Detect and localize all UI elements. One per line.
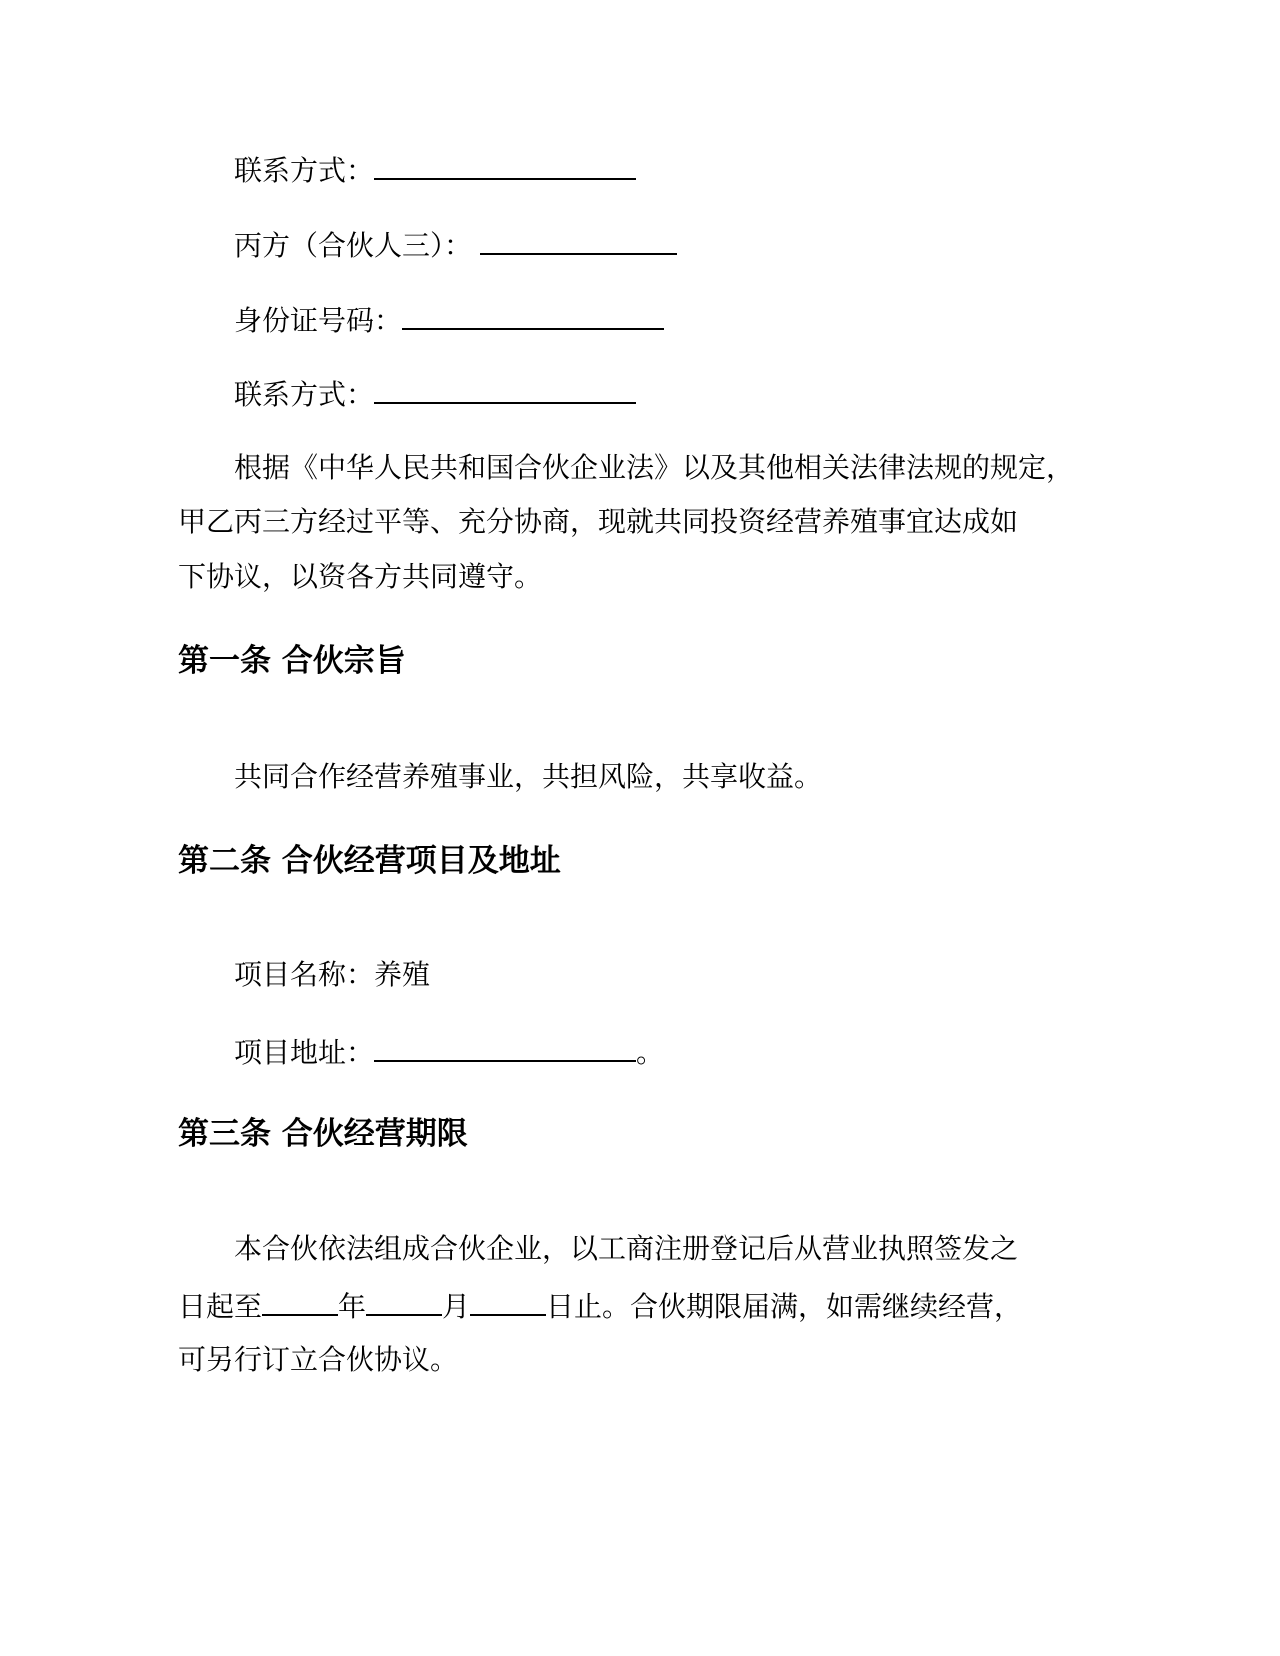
party-c-id-blank	[402, 302, 664, 330]
article-3-line-1: 本合伙依法组成合伙企业，以工商注册登记后从营业执照签发之	[234, 1232, 1019, 1265]
party-c-name-label: 丙方（合伙人三）：	[234, 229, 473, 262]
party-b-contact-blank	[374, 152, 636, 180]
party-b-contact-row	[234, 152, 636, 188]
party-b-contact-label: 联系方式：	[234, 154, 375, 187]
article-1-body: 共同合作经营养殖事业，共担风险，共享收益。	[234, 760, 823, 793]
project-address-label: 项目地址：	[234, 1036, 375, 1069]
term-start-text: 日起至	[178, 1290, 263, 1323]
term-year-label: 年	[338, 1290, 367, 1323]
party-c-id-row	[234, 302, 664, 338]
party-c-contact-label: 联系方式：	[234, 378, 375, 411]
party-c-contact-blank	[374, 376, 636, 404]
term-month-label: 月	[442, 1290, 471, 1323]
article-3-line-2	[178, 1288, 1022, 1324]
term-day-blank	[470, 1288, 546, 1316]
article-2-title: 第二条 合伙经营项目及地址	[178, 843, 561, 879]
party-c-name-blank	[480, 227, 677, 255]
preamble-line-2: 甲乙丙三方经过平等、充分协商，现就共同投资经营养殖事宜达成如	[178, 505, 1019, 538]
party-c-name-row	[234, 227, 677, 263]
project-address-end: 。	[636, 1036, 665, 1069]
article-3-line-3: 可另行订立合伙协议。	[178, 1343, 459, 1376]
project-address-row	[234, 1034, 664, 1070]
project-address-blank	[374, 1034, 636, 1062]
party-c-contact-row	[234, 376, 636, 412]
project-name: 项目名称：养殖	[234, 958, 431, 991]
preamble-line-1: 根据《中华人民共和国合伙企业法》以及其他相关法律法规的规定，	[234, 451, 1075, 484]
term-rest-text: 日止。合伙期限届满，如需继续经营，	[546, 1290, 1023, 1323]
article-3-title: 第三条 合伙经营期限	[178, 1116, 468, 1152]
party-c-id-label: 身份证号码：	[234, 304, 403, 337]
article-1-title: 第一条 合伙宗旨	[178, 643, 406, 679]
term-year-blank	[262, 1288, 338, 1316]
preamble-line-3: 下协议，以资各方共同遵守。	[178, 560, 543, 593]
term-month-blank	[366, 1288, 442, 1316]
